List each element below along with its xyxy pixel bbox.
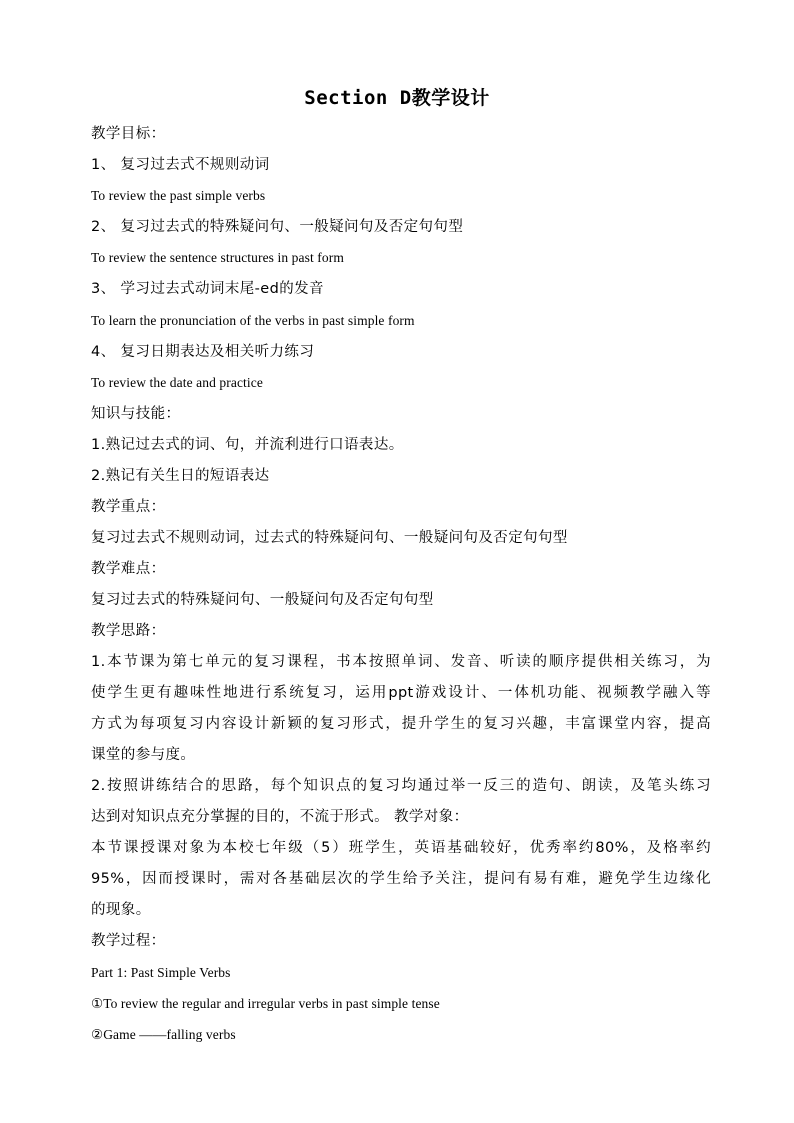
text-line-skill-2: 2.熟记有关生日的短语表达: [91, 468, 270, 484]
text-line-skills-heading: 知识与技能：: [91, 406, 181, 422]
text-line-approach-1d: 课堂的参与度。: [91, 747, 196, 763]
text-line-objective-3-cn: 3、 学习过去式动词末尾-ed的发音: [91, 281, 324, 297]
text-line-difficulties-heading: 教学难点：: [91, 561, 166, 577]
text-line-difficulties: 复习过去式的特殊疑问句、一般疑问句及否定句句型: [91, 592, 434, 608]
text-line-approach-2a: 2.按照讲练结合的思路，每个知识点的复习均通过举一反三的造句、朗读，及笔头练习: [91, 778, 711, 794]
text-line-key-points: 复习过去式不规则动词，过去式的特殊疑问句、一般疑问句及否定句句型: [91, 530, 568, 546]
text-line-part-1: Part 1: Past Simple Verbs: [91, 965, 231, 980]
text-line-approach-1c: 方式为每项复习内容设计新颖的复习形式，提升学生的复习兴趣，丰富课堂内容，提高: [91, 716, 711, 732]
text-line-audience-3: 的现象。: [91, 902, 151, 918]
text-line-part-1-step-2: ②Game ——falling verbs: [91, 1027, 236, 1042]
text-line-skill-1: 1.熟记过去式的词、句，并流利进行口语表达。: [91, 437, 404, 453]
text-line-part-1-step-1: ①To review the regular and irregular verbs in past simple tense: [91, 996, 440, 1011]
text-line-objective-3-en: To learn the pronunciation of the verbs in past simple form: [91, 313, 415, 328]
text-line-approach-1b: 使学生更有趣味性地进行系统复习，运用ppt游戏设计、一体机功能、视频教学融入等: [91, 685, 711, 701]
text-line-objective-4-en: To review the date and practice: [91, 375, 263, 390]
text-line-approach-1a: 1.本节课为第七单元的复习课程，书本按照单词、发音、听读的顺序提供相关练习，为: [91, 654, 711, 670]
text-line-process-heading: 教学过程：: [91, 933, 166, 949]
document-title: Section D教学设计: [304, 87, 490, 109]
text-line-objective-2-cn: 2、 复习过去式的特殊疑问句、一般疑问句及否定句句型: [91, 219, 464, 235]
text-line-objective-4-cn: 4、 复习日期表达及相关听力练习: [91, 344, 315, 360]
text-line-objective-1-cn: 1、 复习过去式不规则动词: [91, 157, 270, 173]
text-line-objectives-heading: 教学目标：: [91, 126, 166, 142]
text-line-key-points-heading: 教学重点：: [91, 499, 166, 515]
text-line-objective-2-en: To review the sentence structures in past form: [91, 250, 344, 265]
text-line-audience-1: 本节课授课对象为本校七年级（5）班学生，英语基础较好，优秀率约80%，及格率约: [91, 840, 711, 856]
text-line-approach-heading: 教学思路：: [91, 623, 166, 639]
text-line-objective-1-en: To review the past simple verbs: [91, 188, 266, 203]
text-line-approach-2b: 达到对知识点充分掌握的目的，不流于形式。 教学对象：: [91, 809, 469, 825]
text-line-audience-2: 95%，因而授课时，需对各基础层次的学生给予关注，提问有易有难，避免学生边缘化: [91, 871, 711, 887]
